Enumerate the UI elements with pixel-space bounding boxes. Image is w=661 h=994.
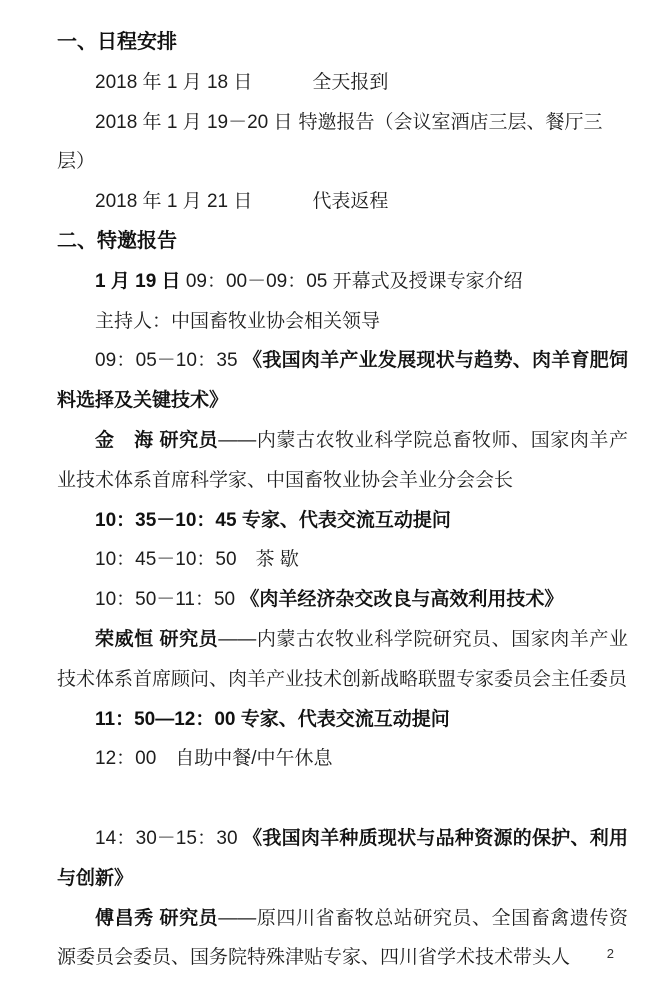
section-1-heading: 一、日程安排: [57, 31, 177, 53]
schedule-event: 特邀报告（会议室酒店三层、餐厅三层）: [57, 111, 603, 173]
speaker-name: 金 海 研究员: [95, 429, 219, 451]
talk-title: 《肉羊经济杂交改良与高效利用技术》: [240, 589, 564, 611]
paragraph-opening-session: [57, 262, 628, 302]
schedule-date: 2018 年 1 月 18 日: [95, 71, 253, 93]
section-2-heading: 二、特邀报告: [57, 229, 177, 252]
schedule-date: 2018 年 1 月 21 日: [95, 191, 253, 213]
schedule-row-1: [57, 63, 628, 103]
blank-line-spacer: [57, 779, 628, 819]
talk-time: 09：05－10：35: [95, 350, 244, 372]
schedule-date: 2018 年 1 月 19－20 日: [95, 111, 293, 133]
session-date: 1 月 19 日: [95, 270, 186, 292]
schedule-row-3: [57, 182, 628, 222]
speaker-bio: ——内蒙古农牧业科学院研究员、国家肉羊产业技术体系首席顾问、肉羊产业技术创新战略联盟专家委员会主任委员: [57, 628, 628, 690]
talk-time: 10：50－11：50: [95, 589, 241, 611]
speaker-name: 荣威恒 研究员: [95, 628, 219, 650]
talk-title: 《我国肉羊产业发展现状与趋势、肉羊育肥饲料选择及关键技术》: [57, 350, 628, 412]
document-content: [57, 23, 628, 978]
paragraph-talk-3: [57, 819, 628, 899]
session-time-title: 09：00－09：05 开幕式及授课专家介绍: [185, 270, 523, 292]
paragraph-lunch: 12：00 自助中餐/中午休息: [95, 748, 333, 770]
schedule-event: 全天报到: [312, 71, 389, 93]
paragraph-speaker-3: [57, 899, 628, 979]
speaker-name: 傅昌秀 研究员: [95, 907, 219, 929]
talk-time: 14：30－15：30: [95, 827, 244, 849]
talk-title: 《我国肉羊种质现状与品种资源的保护、利用与创新》: [57, 827, 628, 889]
paragraph-qa-1: 10：35－10：45 专家、代表交流互动提问: [95, 509, 451, 531]
schedule-event: 代表返程: [312, 191, 389, 213]
paragraph-speaker-1: [57, 421, 628, 501]
paragraph-speaker-2: [57, 620, 628, 700]
paragraph-qa-2: 11：50—12：00 专家、代表交流互动提问: [95, 708, 450, 730]
speaker-bio: ——内蒙古农牧业科学院总畜牧师、国家肉羊产业技术体系首席科学家、中国畜牧业协会羊业分会会长: [57, 429, 628, 491]
paragraph-talk-1: [57, 341, 628, 421]
page-number: 2: [606, 946, 614, 961]
paragraph-tea-break: 10：45－10：50 茶 歇: [95, 549, 299, 571]
paragraph-talk-2: [57, 580, 628, 620]
speaker-bio: ——原四川省畜牧总站研究员、全国畜禽遗传资源委员会委员、国务院特殊津贴专家、四川省学术技术带头人: [57, 907, 628, 969]
paragraph-host: 主持人：中国畜牧业协会相关领导: [95, 310, 381, 332]
schedule-row-2: [57, 103, 628, 183]
